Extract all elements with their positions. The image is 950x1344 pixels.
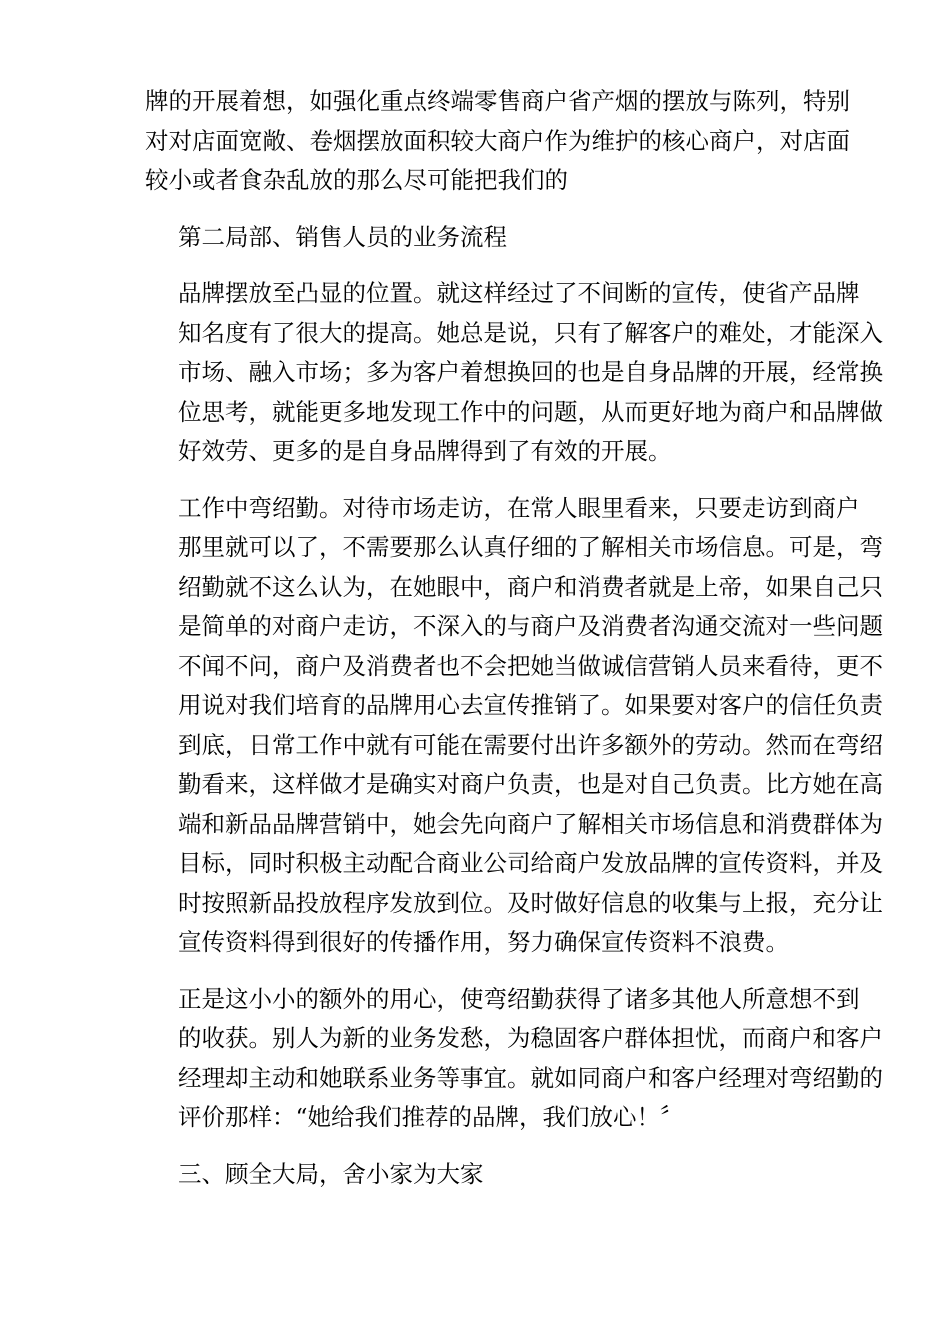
- text-line: 经理却主动和她联系业务等事宜。就如同商户和客户经理对弯绍勤的: [178, 1063, 883, 1092]
- text-line: 是简单的对商户走访，不深入的与商户及消费者沟通交流对一些问题: [178, 612, 883, 640]
- section-heading-2: [145, 218, 805, 258]
- paragraph-1: [145, 82, 850, 201]
- text-line: 好效劳、更多的是自身品牌得到了有效的开展。: [178, 437, 672, 465]
- text-line: 评价那样：“她给我们推荐的品牌，我们放心！〞: [178, 1103, 684, 1131]
- text-line: 到底，日常工作中就有可能在需要付出许多额外的劳动。然而在弯绍: [178, 730, 883, 759]
- text-line: 勤看来，这样做才是确实对商户负责，也是对自己负责。比方她在高: [178, 770, 883, 798]
- text-line: 正是这小小的额外的用心，使弯绍勤获得了诸多其他人所意想不到: [178, 984, 860, 1013]
- text-line: 绍勤就不这么认为，在她眼中，商户和消费者就是上帝，如果自己只: [178, 572, 883, 601]
- text-line: 的收获。别人为新的业务发愁，为稳固客户群体担忧，而商户和客户: [178, 1024, 883, 1052]
- text-line: 端和新品品牌营销中，她会先向商户了解相关市场信息和消费群体为: [178, 809, 883, 838]
- text-line: 品牌摆放至凸显的位置。就这样经过了不间断的宣传，使省产品牌: [178, 279, 860, 307]
- text-line: 较小或者食杂乱放的那么尽可能把我们的: [145, 166, 568, 194]
- text-line: 知名度有了很大的提高。她总是说，只有了解客户的难处，才能深入: [178, 318, 883, 347]
- text-line: 用说对我们培育的品牌用心去宣传推销了。如果要对客户的信任负责: [178, 691, 883, 719]
- text-line: 目标，同时积极主动配合商业公司给商户发放品牌的宣传资料，并及: [178, 849, 883, 877]
- text-line: 工作中弯绍勤。对待市场走访，在常人眼里看来，只要走访到商户: [178, 493, 860, 522]
- section-heading-3: [145, 1155, 805, 1195]
- text-line: 不闻不问，商户及消费者也不会把她当做诚信营销人员来看待，更不: [178, 651, 883, 680]
- text-line: 牌的开展着想，如强化重点终端零售商户省产烟的摆放与陈列，特别: [145, 87, 850, 115]
- document-page: [145, 82, 883, 1211]
- heading-line: 三、顾全大局，舍小家为大家: [178, 1159, 484, 1188]
- text-line: 对对店面宽敞、卷烟摆放面积较大商户作为维护的核心商户，对店面: [145, 126, 850, 155]
- paragraph-4: [145, 489, 883, 963]
- text-line: 位思考，就能更多地发现工作中的问题，从而更好地为商户和品牌做: [178, 397, 883, 426]
- paragraph-5: [145, 980, 883, 1138]
- text-line: 时按照新品投放程序发放到位。及时做好信息的收集与上报，充分让: [178, 888, 883, 917]
- heading-line: 第二局部、销售人员的业务流程: [178, 222, 507, 251]
- text-line: 宣传资料得到很好的传播作用，努力确保宣传资料不浪费。: [178, 928, 789, 956]
- paragraph-3: [145, 274, 883, 472]
- text-line: 市场、融入市场；多为客户着想换回的也是自身品牌的开展，经常换: [178, 358, 883, 386]
- text-line: 那里就可以了，不需要那么认真仔细的了解相关市场信息。可是，弯: [178, 533, 883, 561]
